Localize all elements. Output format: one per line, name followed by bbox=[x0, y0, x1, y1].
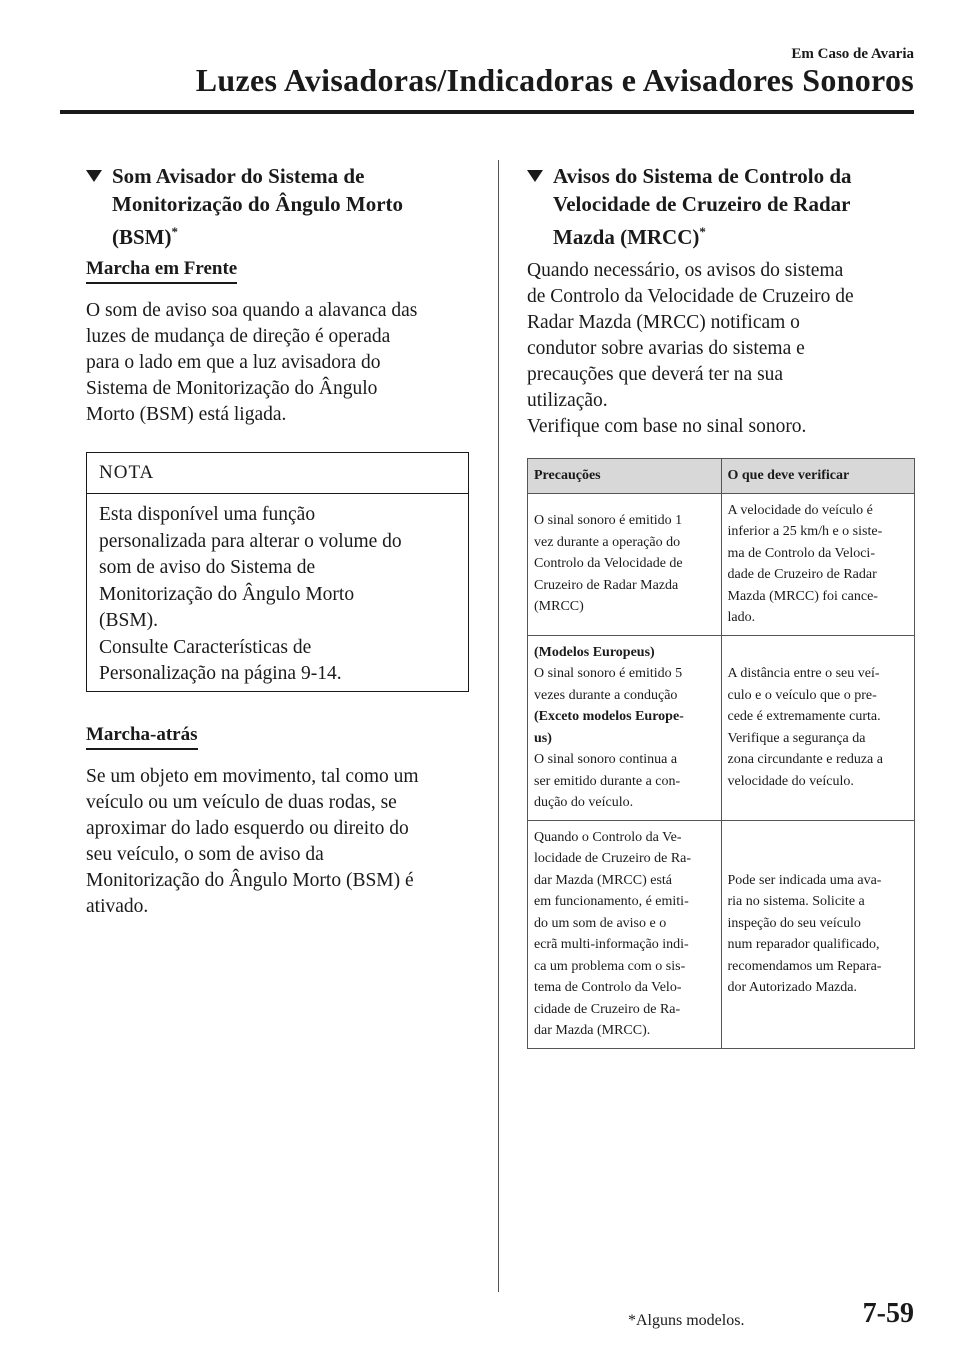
note-title: NOTA bbox=[87, 453, 468, 494]
table-row bbox=[528, 820, 915, 1048]
warnings-table bbox=[527, 458, 915, 1049]
page-title: Luzes Avisadoras/Indicadoras e Avisadores Sonoros bbox=[195, 62, 914, 98]
heading-line: Som Avisador do Sistema de bbox=[112, 164, 365, 188]
footnote-mark: * bbox=[171, 224, 178, 239]
section-label: Em Caso de Avaria bbox=[791, 46, 914, 62]
note-body: Esta disponível uma função personalizada para alterar o volume do som de aviso do Sistema de Monitorização do Ângulo Morto (BSM). Consulte Características de Personalização na página 9-14. bbox=[99, 504, 402, 684]
table-header-row bbox=[528, 459, 915, 494]
subheading-forward: Marcha em Frente bbox=[86, 258, 237, 284]
heading-line: Avisos do Sistema de Controlo da bbox=[553, 164, 852, 188]
paragraph-mrcc: Quando necessário, os avisos do sistema de Controlo da Velocidade de Cruzeiro de Radar Mazda (MRCC) notificam o condutor sobre avarias do sistema e precauções que deverá ter na sua utilização. Verifique com base no sinal sonoro. bbox=[527, 260, 854, 437]
table-header-cell: O que deve verificar bbox=[721, 459, 915, 494]
heading-line: Velocidade de Cruzeiro de Radar bbox=[553, 192, 851, 216]
triangle-bullet-icon bbox=[86, 170, 102, 182]
table-row bbox=[528, 635, 915, 820]
right-section-heading bbox=[527, 162, 927, 251]
paragraph-forward: O som de aviso soa quando a alavanca das luzes de mudança de direção é operada para o lado em que a luz avisadora do Sistema de Monitorização do Ângulo Morto (BSM) está ligada. bbox=[86, 300, 418, 425]
check-cell: Pode ser indicada uma ava- ria no sistema. Solicite a inspeção do seu veículo num reparador qualificado, recomendamos um Repara- dor Autorizado Mazda. bbox=[721, 820, 915, 1048]
check-cell: A distância entre o seu veí- culo e o veículo que o pre- cede é extremamente curta. Verifique a segurança da zona circundante e reduza a velocidade do veículo. bbox=[721, 635, 915, 820]
note-box bbox=[86, 452, 469, 692]
triangle-bullet-icon bbox=[527, 170, 543, 182]
precaution-cell: Quando o Controlo da Ve- locidade de Cruzeiro de Ra- dar Mazda (MRCC) está em funcionamento, é emiti- do um som de aviso e o ecrã multi-informação indi- ca um problema com o sis- tema de Controlo da Velo- cidade de Cruzeiro de Ra- dar Mazda (MRCC). bbox=[528, 820, 722, 1048]
page-number: 7-59 bbox=[862, 1298, 914, 1329]
heading-line: (BSM)* bbox=[112, 224, 178, 249]
precaution-cell: O sinal sonoro é emitido 1 vez durante a operação do Controlo da Velocidade de Cruzeiro de Radar Mazda (MRCC) bbox=[528, 493, 722, 635]
precaution-cell: (Modelos Europeus) O sinal sonoro é emitido 5 vezes durante a condução (Exceto modelos Europe- us) O sinal sonoro continua a ser emitido durante a con- dução do veículo. bbox=[528, 635, 722, 820]
heading-line: Monitorização do Ângulo Morto bbox=[112, 192, 404, 216]
header-rule bbox=[60, 110, 914, 114]
footnote-mark: * bbox=[699, 224, 706, 239]
footnote: *Alguns modelos. bbox=[628, 1312, 745, 1329]
table-header-cell: Precauções bbox=[528, 459, 722, 494]
heading-line: Mazda (MRCC)* bbox=[553, 224, 706, 249]
column-divider bbox=[498, 160, 499, 1292]
subheading-reverse: Marcha-atrás bbox=[86, 724, 198, 750]
check-cell: A velocidade do veículo é inferior a 25 km/h e o siste- ma de Controlo da Veloci- dade de Cruzeiro de Radar Mazda (MRCC) foi cance- lado. bbox=[721, 493, 915, 635]
paragraph-reverse: Se um objeto em movimento, tal como um veículo ou um veículo de duas rodas, se aproximar do lado esquerdo ou direito do seu veículo, o som de aviso da Monitorização do Ângulo Morto (BSM) é ativado. bbox=[86, 766, 419, 917]
table-row bbox=[528, 493, 915, 635]
left-section-heading bbox=[86, 162, 486, 251]
